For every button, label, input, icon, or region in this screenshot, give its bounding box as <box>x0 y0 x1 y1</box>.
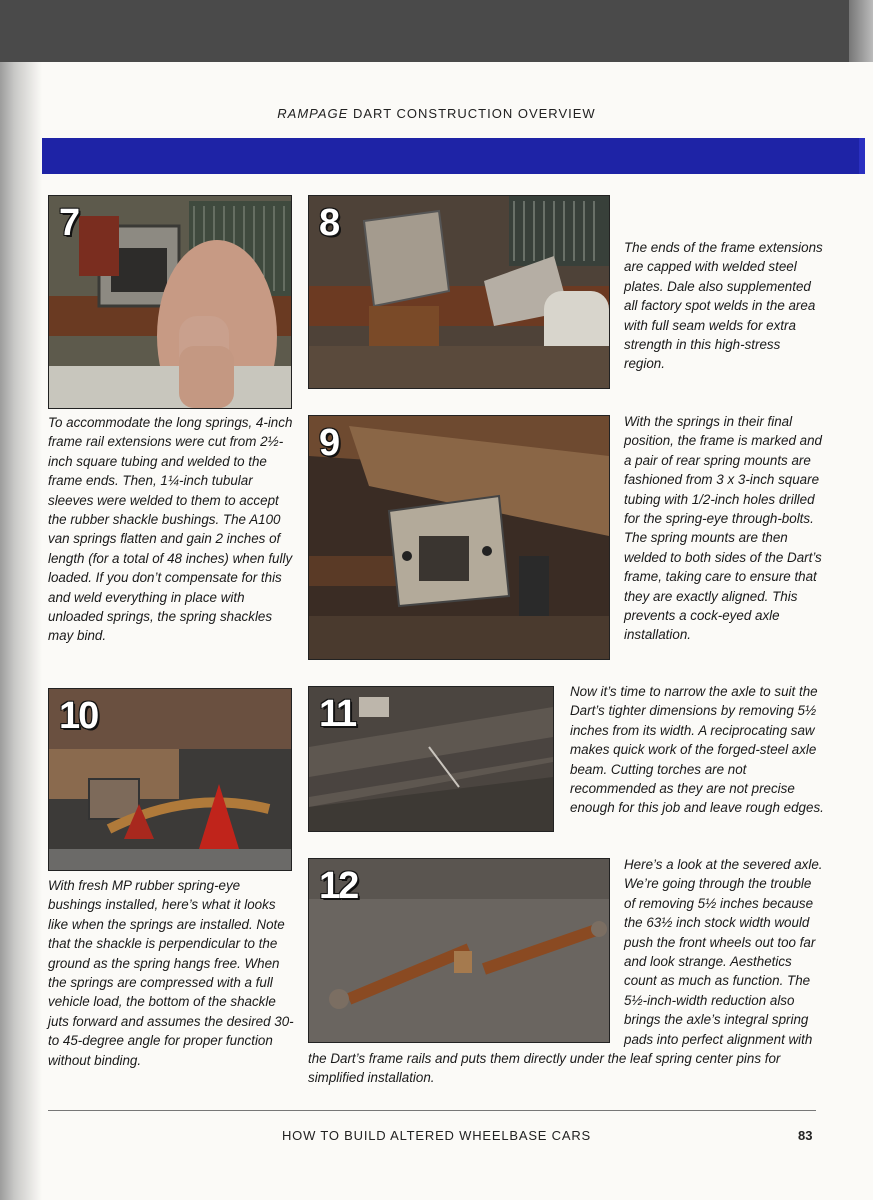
caption-8-text: The ends of the frame extensions are capped with welded steel plates. Dale also supplemented all factory spot welds in the area with full seam welds for extra strength in this high-stress region. <box>624 240 823 372</box>
photo-11 <box>308 686 554 832</box>
page-number: 83 <box>798 1128 813 1143</box>
caption-11 <box>570 682 824 818</box>
photo-11-number: 11 <box>319 693 356 735</box>
caption-7 <box>48 413 294 646</box>
page-gutter-shadow <box>0 62 42 1200</box>
photo-8 <box>308 195 610 389</box>
photo-8-image <box>309 196 609 388</box>
caption-10-text: With fresh MP rubber spring-eye bushings installed, here’s what it looks like when the springs are installed. Note that the shackle is perpendicular to the ground as the spring hangs free. When the springs are compressed with a full vehicle load, the bottom of the shackle juts forward and assumes the desired 30- to 45-degree angle for proper function without binding. <box>48 878 294 1068</box>
caption-10 <box>48 876 294 1070</box>
photo-10-number: 10 <box>59 695 98 737</box>
caption-12 <box>308 855 824 1088</box>
caption-9-text: With the springs in their final position, the frame is marked and a pair of rear spring mounts are fashioned from 3 x 3-inch square tubing with 1/2-inch holes drilled for the spring-eye through-bolts. The spring mounts are then welded to both sides of the Dart’s frame, taking care to ensure that they are exactly aligned. This prevents a cock-eyed axle installation. <box>624 414 822 643</box>
footer-book-title: HOW TO BUILD ALTERED WHEELBASE CARS <box>281 1128 591 1143</box>
caption-12-text: Here’s a look at the severed axle. We’re going through the trouble of removing 5½ inches because the 63½ inch stock width would push the front wheels out too far and look strange. Aesthetics count as much as function. The 5½-inch-width reduction also brings the axle’s integral spring pads into perfect alignment with the Dart’s frame rails and puts them directly under the leaf spring center pins for simplified installation. <box>308 857 823 1086</box>
facing-page-edge <box>849 0 873 62</box>
photo-8-number: 8 <box>319 202 339 244</box>
caption-12-wrap-spacer <box>308 855 624 1048</box>
photo-9-image <box>309 416 609 659</box>
photo-7 <box>48 195 292 409</box>
running-head <box>0 106 873 121</box>
caption-11-text: Now it’s time to narrow the axle to suit the Dart’s tighter dimensions by removing 5½ inches from its width. A reciprocating saw makes quick work of the forged-steel axle beam. Cutting torches are not recommended as they are not precise enough for this job and leave rough edges. <box>570 684 824 816</box>
running-head-italic: RAMPAGE <box>277 106 349 121</box>
running-head-text: DART CONSTRUCTION OVERVIEW <box>352 106 596 121</box>
photo-10 <box>48 688 292 871</box>
section-color-band <box>0 138 865 174</box>
photo-9-number: 9 <box>319 422 339 464</box>
photo-7-number: 7 <box>59 202 79 244</box>
footer-rule <box>48 1110 816 1111</box>
photo-9 <box>308 415 610 660</box>
photo-7-image <box>49 196 291 408</box>
photo-12-number: 12 <box>319 865 358 907</box>
caption-9 <box>624 412 824 645</box>
caption-7-text: To accommodate the long springs, 4-inch frame rail extensions were cut from 2½-inch square tubing and welded to the frame ends. Then, 1¼-inch tubular sleeves were welded to them to accept the rubber shackle bushings. The A100 van springs flatten and gain 2 inches of length (for a total of 48 inches) when fully loaded. If you don’t compensate for this and weld everything in place with unloaded springs, the spring shackles may bind. <box>48 415 293 644</box>
caption-8 <box>624 238 824 374</box>
